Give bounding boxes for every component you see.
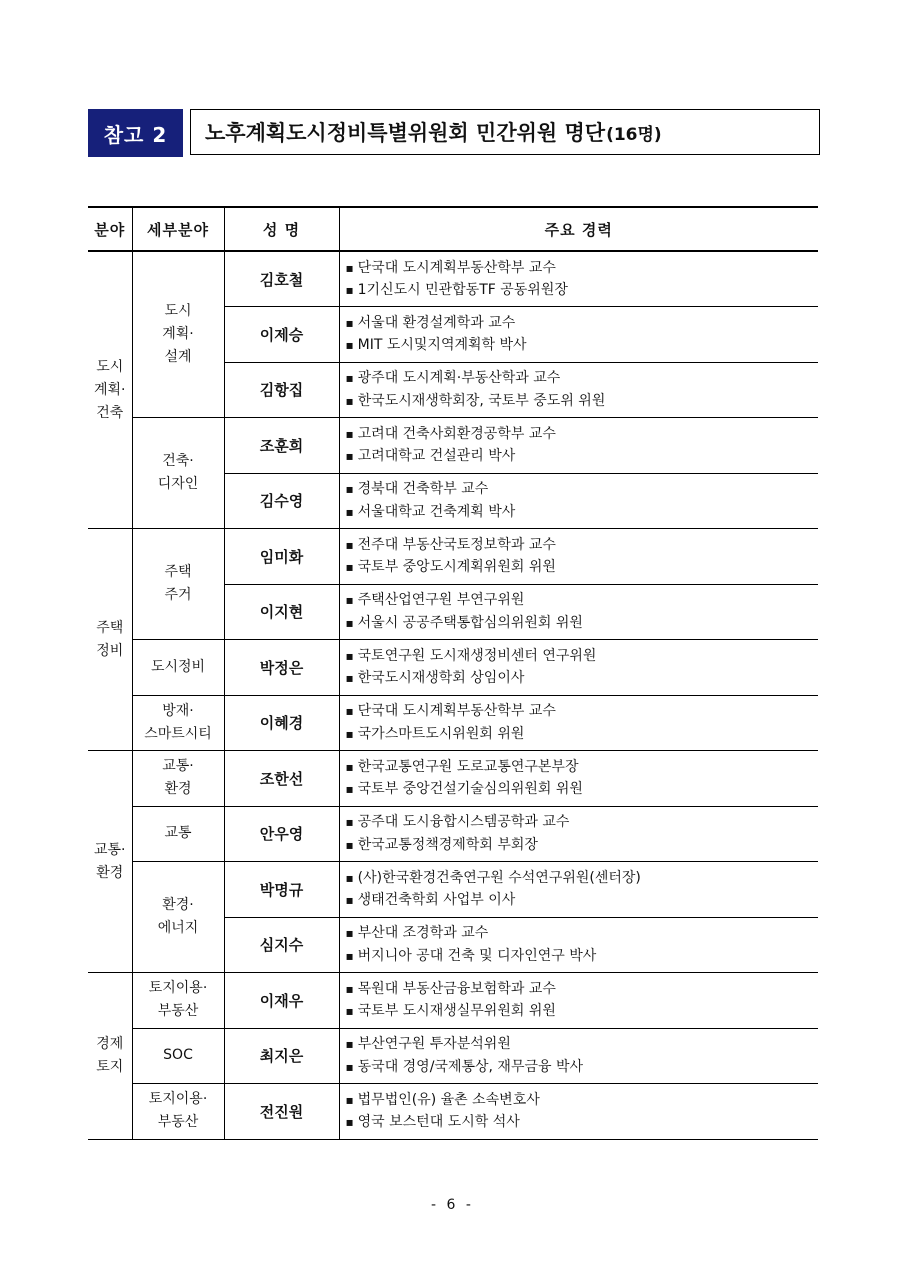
career-item: ▪ 주택산업연구원 부연구위원: [346, 589, 819, 612]
career-item: ▪ 경북대 건축학부 교수: [346, 478, 819, 501]
career-item: ▪ 광주대 도시계획·부동산학과 교수: [346, 367, 819, 390]
career-item: ▪ 서울대 환경설계학과 교수: [346, 312, 819, 335]
document-title: 노후계획도시정비특별위원회 민간위원 명단: [205, 121, 606, 145]
career-item: ▪ 전주대 부동산국토정보학과 교수: [346, 534, 819, 557]
member-name: 임미화: [224, 529, 339, 585]
member-name: 박정은: [224, 640, 339, 696]
subfield-label: SOC: [163, 1047, 193, 1064]
table-row: [88, 973, 818, 1029]
field-label: 경제 토지: [96, 1035, 124, 1075]
field-cell: [88, 973, 132, 1140]
subfield-cell: [132, 1028, 224, 1084]
member-name: 이혜경: [224, 695, 339, 751]
member-name: 안우영: [224, 806, 339, 862]
member-name: 최지은: [224, 1028, 339, 1084]
career-cell: [339, 640, 818, 696]
column-header-field: 분야: [88, 207, 132, 251]
page-number: - 6 -: [431, 1197, 474, 1213]
member-name: 조한선: [224, 751, 339, 807]
career-item: ▪ 영국 보스턴대 도시학 석사: [346, 1111, 819, 1134]
career-item: ▪ 한국도시재생학회 상임이사: [346, 667, 819, 690]
subfield-label: 방재· 스마트시티: [144, 702, 212, 742]
field-cell: [88, 251, 132, 529]
career-cell: [339, 584, 818, 640]
career-item: ▪ 한국도시재생학회장, 국토부 중도위 위원: [346, 390, 819, 413]
subfield-label: 건축· 디자인: [157, 453, 199, 492]
career-item: ▪ 공주대 도시융합시스템공학과 교수: [346, 811, 819, 834]
column-header-subfield: 세부분야: [132, 207, 224, 251]
member-count: (16명): [606, 124, 662, 145]
column-header-name: 성 명: [224, 207, 339, 251]
subfield-cell: [132, 1084, 224, 1140]
member-name: 박명규: [224, 862, 339, 918]
career-item: ▪ 부산연구원 투자분석위원: [346, 1033, 819, 1056]
column-header-career: 주요 경력: [339, 207, 818, 251]
subfield-label: 주택 주거: [164, 564, 192, 603]
reference-badge: 참고 2: [88, 109, 183, 157]
career-item: ▪ 고려대 건축사회환경공학부 교수: [346, 423, 819, 446]
table-row: [88, 418, 818, 474]
document-header: [88, 109, 822, 157]
subfield-label: 토지이용· 부동산: [148, 1091, 208, 1131]
career-item: ▪ 국가스마트도시위원회 위원: [346, 723, 819, 746]
subfield-cell: [132, 251, 224, 418]
career-cell: [339, 1084, 818, 1140]
field-cell: [88, 529, 132, 751]
field-label: 교통· 환경: [94, 841, 126, 881]
career-item: ▪ 고려대학교 건설관리 박사: [346, 445, 819, 468]
member-name: 김항집: [224, 362, 339, 418]
career-item: ▪ 동국대 경영/국제통상, 재무금융 박사: [346, 1056, 819, 1079]
career-item: ▪ 국토연구원 도시재생정비센터 연구위원: [346, 645, 819, 668]
subfield-cell: [132, 862, 224, 973]
subfield-cell: [132, 695, 224, 751]
career-item: ▪ 버지니아 공대 건축 및 디자인연구 박사: [346, 945, 819, 968]
career-cell: [339, 251, 818, 307]
career-cell: [339, 418, 818, 474]
subfield-label: 교통· 환경: [162, 758, 194, 798]
career-cell: [339, 695, 818, 751]
table-row: [88, 640, 818, 696]
member-name: 조훈희: [224, 418, 339, 474]
subfield-cell: [132, 640, 224, 696]
member-roster-table: [88, 206, 818, 1140]
career-item: ▪ 법무법인(유) 율촌 소속변호사: [346, 1089, 819, 1112]
subfield-cell: [132, 973, 224, 1029]
career-cell: [339, 806, 818, 862]
table-row: [88, 862, 818, 918]
career-item: ▪ 부산대 조경학과 교수: [346, 922, 819, 945]
career-cell: [339, 529, 818, 585]
title-box: [190, 109, 820, 155]
field-cell: [88, 751, 132, 973]
member-name: 김수영: [224, 473, 339, 529]
career-item: ▪ 서울대학교 건축계획 박사: [346, 501, 819, 524]
career-cell: [339, 917, 818, 973]
career-item: ▪ MIT 도시및지역계획학 박사: [346, 334, 819, 357]
career-item: ▪ (사)한국환경건축연구원 수석연구위원(센터장): [346, 867, 819, 890]
subfield-cell: [132, 418, 224, 529]
table-row: [88, 529, 818, 585]
member-name: 이지현: [224, 584, 339, 640]
field-label: 도시 계획· 건축: [94, 358, 126, 421]
career-cell: [339, 862, 818, 918]
career-item: ▪ 생태건축학회 사업부 이사: [346, 889, 819, 912]
table-row: [88, 695, 818, 751]
subfield-cell: [132, 529, 224, 640]
table-row: [88, 1028, 818, 1084]
member-name: 전진원: [224, 1084, 339, 1140]
career-item: ▪ 단국대 도시계획부동산학부 교수: [346, 257, 819, 280]
career-cell: [339, 973, 818, 1029]
subfield-label: 도시정비: [150, 658, 206, 675]
subfield-label: 도시 계획· 설계: [162, 303, 194, 365]
career-item: ▪ 단국대 도시계획부동산학부 교수: [346, 700, 819, 723]
career-cell: [339, 307, 818, 363]
member-name: 심지수: [224, 917, 339, 973]
career-item: ▪ 국토부 도시재생실무위원회 위원: [346, 1000, 819, 1023]
subfield-cell: [132, 751, 224, 807]
member-name: 이재우: [224, 973, 339, 1029]
career-item: ▪ 국토부 중앙도시계획위원회 위원: [346, 556, 819, 579]
career-item: ▪ 한국교통연구원 도로교통연구본부장: [346, 756, 819, 779]
table-row: [88, 1084, 818, 1140]
career-cell: [339, 362, 818, 418]
career-item: ▪ 국토부 중앙건설기술심의위원회 위원: [346, 778, 819, 801]
career-item: ▪ 1기신도시 민관합동TF 공동위원장: [346, 279, 819, 302]
career-item: ▪ 서울시 공공주택통합심의위원회 위원: [346, 612, 819, 635]
career-cell: [339, 1028, 818, 1084]
subfield-cell: [132, 806, 224, 862]
career-cell: [339, 473, 818, 529]
career-item: ▪ 목원대 부동산금융보험학과 교수: [346, 978, 819, 1001]
member-name: 이제승: [224, 307, 339, 363]
member-name: 김호철: [224, 251, 339, 307]
table-row: [88, 251, 818, 307]
career-item: ▪ 한국교통정책경제학회 부회장: [346, 834, 819, 857]
field-label: 주택 정비: [96, 619, 124, 659]
career-cell: [339, 751, 818, 807]
table-row: [88, 806, 818, 862]
subfield-label: 토지이용· 부동산: [148, 980, 208, 1020]
subfield-label: 교통: [164, 825, 192, 842]
subfield-label: 환경· 에너지: [157, 897, 199, 936]
table-row: [88, 751, 818, 807]
